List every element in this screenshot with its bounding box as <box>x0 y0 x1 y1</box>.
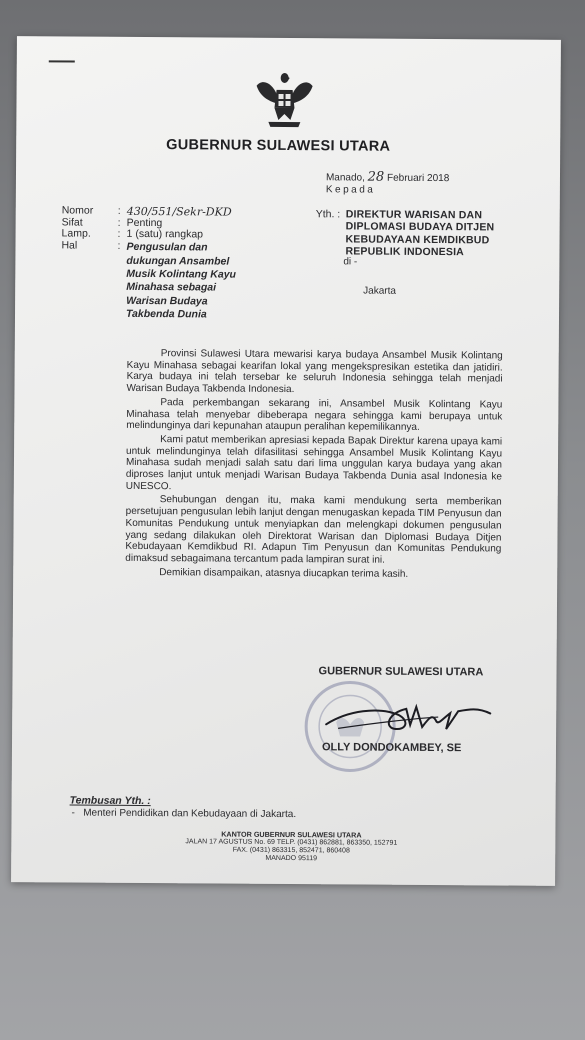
meta-row-hal <box>61 241 277 323</box>
letter-footer <box>161 830 421 864</box>
letter-metadata <box>61 205 277 322</box>
body-paragraph: Provinsi Sulawesi Utara mewarisi karya budaya Ansambel Musik Kolintang Kayu Minahasa sebagai kearifan lokal yang mengekspresikan estetika dan jatidiri. Karya budaya ini telah tersebar ke seluruh Indonesia sehingga telah menjadi Warisan Budaya Takbenda Indonesia. <box>126 348 503 396</box>
signatory-name: OLLY DONDOKAMBEY, SE <box>321 741 462 755</box>
footer-fax: FAX. (0431) 863315, 852471, 860408 <box>232 846 350 855</box>
recipient-line: KEBUDAYAAN KEMDIKBUD <box>345 233 490 247</box>
cc-item-text: Menteri Pendidikan dan Kebudayaan di Jakarta. <box>83 807 297 821</box>
subject-line: dukungan Ansambel <box>126 254 230 268</box>
letter-page <box>11 36 561 886</box>
cc-heading: Tembusan Yth. : <box>69 794 151 808</box>
recipient-city: Jakarta <box>363 285 397 297</box>
signatory-title: GUBERNUR SULAWESI UTARA <box>318 665 484 679</box>
letterhead-title: GUBERNUR SULAWESI UTARA <box>166 137 391 155</box>
subject-line: Pengusulan dan <box>126 240 208 254</box>
meta-label: Lamp. <box>61 227 91 241</box>
meta-label: Hal <box>61 239 78 252</box>
subject-line: Warisan Budaya <box>126 294 208 308</box>
date-place: Manado, <box>325 172 365 184</box>
meta-separator: : <box>117 204 121 217</box>
subject-line: Musik Kolintang Kayu <box>126 267 237 281</box>
corner-dash-mark <box>49 60 75 62</box>
recipient-address <box>345 208 494 259</box>
subject-line: Takbenda Dunia <box>125 308 207 321</box>
recipient-line: DIREKTUR WARISAN DAN <box>345 208 483 222</box>
kepada-label: Kepada <box>325 184 376 196</box>
meta-separator: : <box>117 239 121 252</box>
body-paragraph: Kami patut memberikan apresiasi kepada Bapak Direktur karena upaya kami untuk melindunginya telah difasilitasi sehingga Ansambel Musik Kolintang Kayu Minahasa sudah menjadi salah satu dari lima unggulan karya budaya yang akan diproses lanjut untuk menjadi Warisan Budaya Takbenda Dunia asal Indonesia ke UNESCO. <box>125 434 503 492</box>
date-month-year: Februari 2018 <box>386 172 450 185</box>
recipient-line: REPUBLIK INDONESIA <box>345 245 465 259</box>
recipient-yth-label: Yth. : <box>315 208 341 221</box>
meta-separator: : <box>117 228 121 241</box>
footer-address: JALAN 17 AGUSTUS No. 69 TELP. (0431) 862881, 863350, 152791 <box>185 838 398 847</box>
meta-label: Sifat <box>61 216 83 229</box>
meta-value: Penting <box>126 216 163 229</box>
recipient-line: DIPLOMASI BUDAYA DITJEN <box>345 220 495 234</box>
body-paragraph: Pada perkembangan sekarang ini, Ansambel Musik Kolintang Kayu Minahasa telah menyebar dibeberapa negara sehingga kami berupaya untuk melindunginya dari kepunahan ataupun peralihan kepemilikannya. <box>126 396 503 434</box>
letter-body <box>125 348 503 583</box>
body-paragraph: Sehubungan dengan itu, maka kami mendukung serta memberikan persetujuan pengusulan lebih lanjut dengan menugaskan kepada TIM Penyusun dan Komunitas Pendukung untuk menyiapkan dan melengkapi dokumen pengusulan yang sedang dilakukan oleh Direktorat Warisan dan Diplomasi Budaya Ditjen Kebudayaan Kemdikbud RI. Adapun Tim Penyusun dan Komunitas Pendukung dimaksud sebagaimana tercantum pada lampiran surat ini. <box>125 494 502 566</box>
date-line <box>326 169 449 185</box>
cc-bullet: - <box>71 807 84 819</box>
garuda-emblem-icon <box>252 68 316 130</box>
subject-line: Minahasa sebagai <box>126 281 217 294</box>
meta-value-handwritten: 430/551/Sekr-DKD <box>126 204 232 219</box>
footer-city: MANADO 95119 <box>265 854 318 863</box>
meta-value: 1 (satu) rangkap <box>126 228 204 241</box>
handwritten-signature <box>318 688 508 739</box>
meta-label: Nomor <box>61 204 94 217</box>
date-day-handwritten: 28 <box>367 169 385 185</box>
cc-list-item <box>71 808 296 821</box>
body-paragraph: Demikian disampaikan, atasnya diucapkan terima kasih. <box>159 566 409 580</box>
meta-separator: : <box>117 216 121 229</box>
footer-office: KANTOR GUBERNUR SULAWESI UTARA <box>221 829 362 840</box>
subject-text <box>126 241 277 322</box>
recipient-di: di - <box>343 256 358 268</box>
